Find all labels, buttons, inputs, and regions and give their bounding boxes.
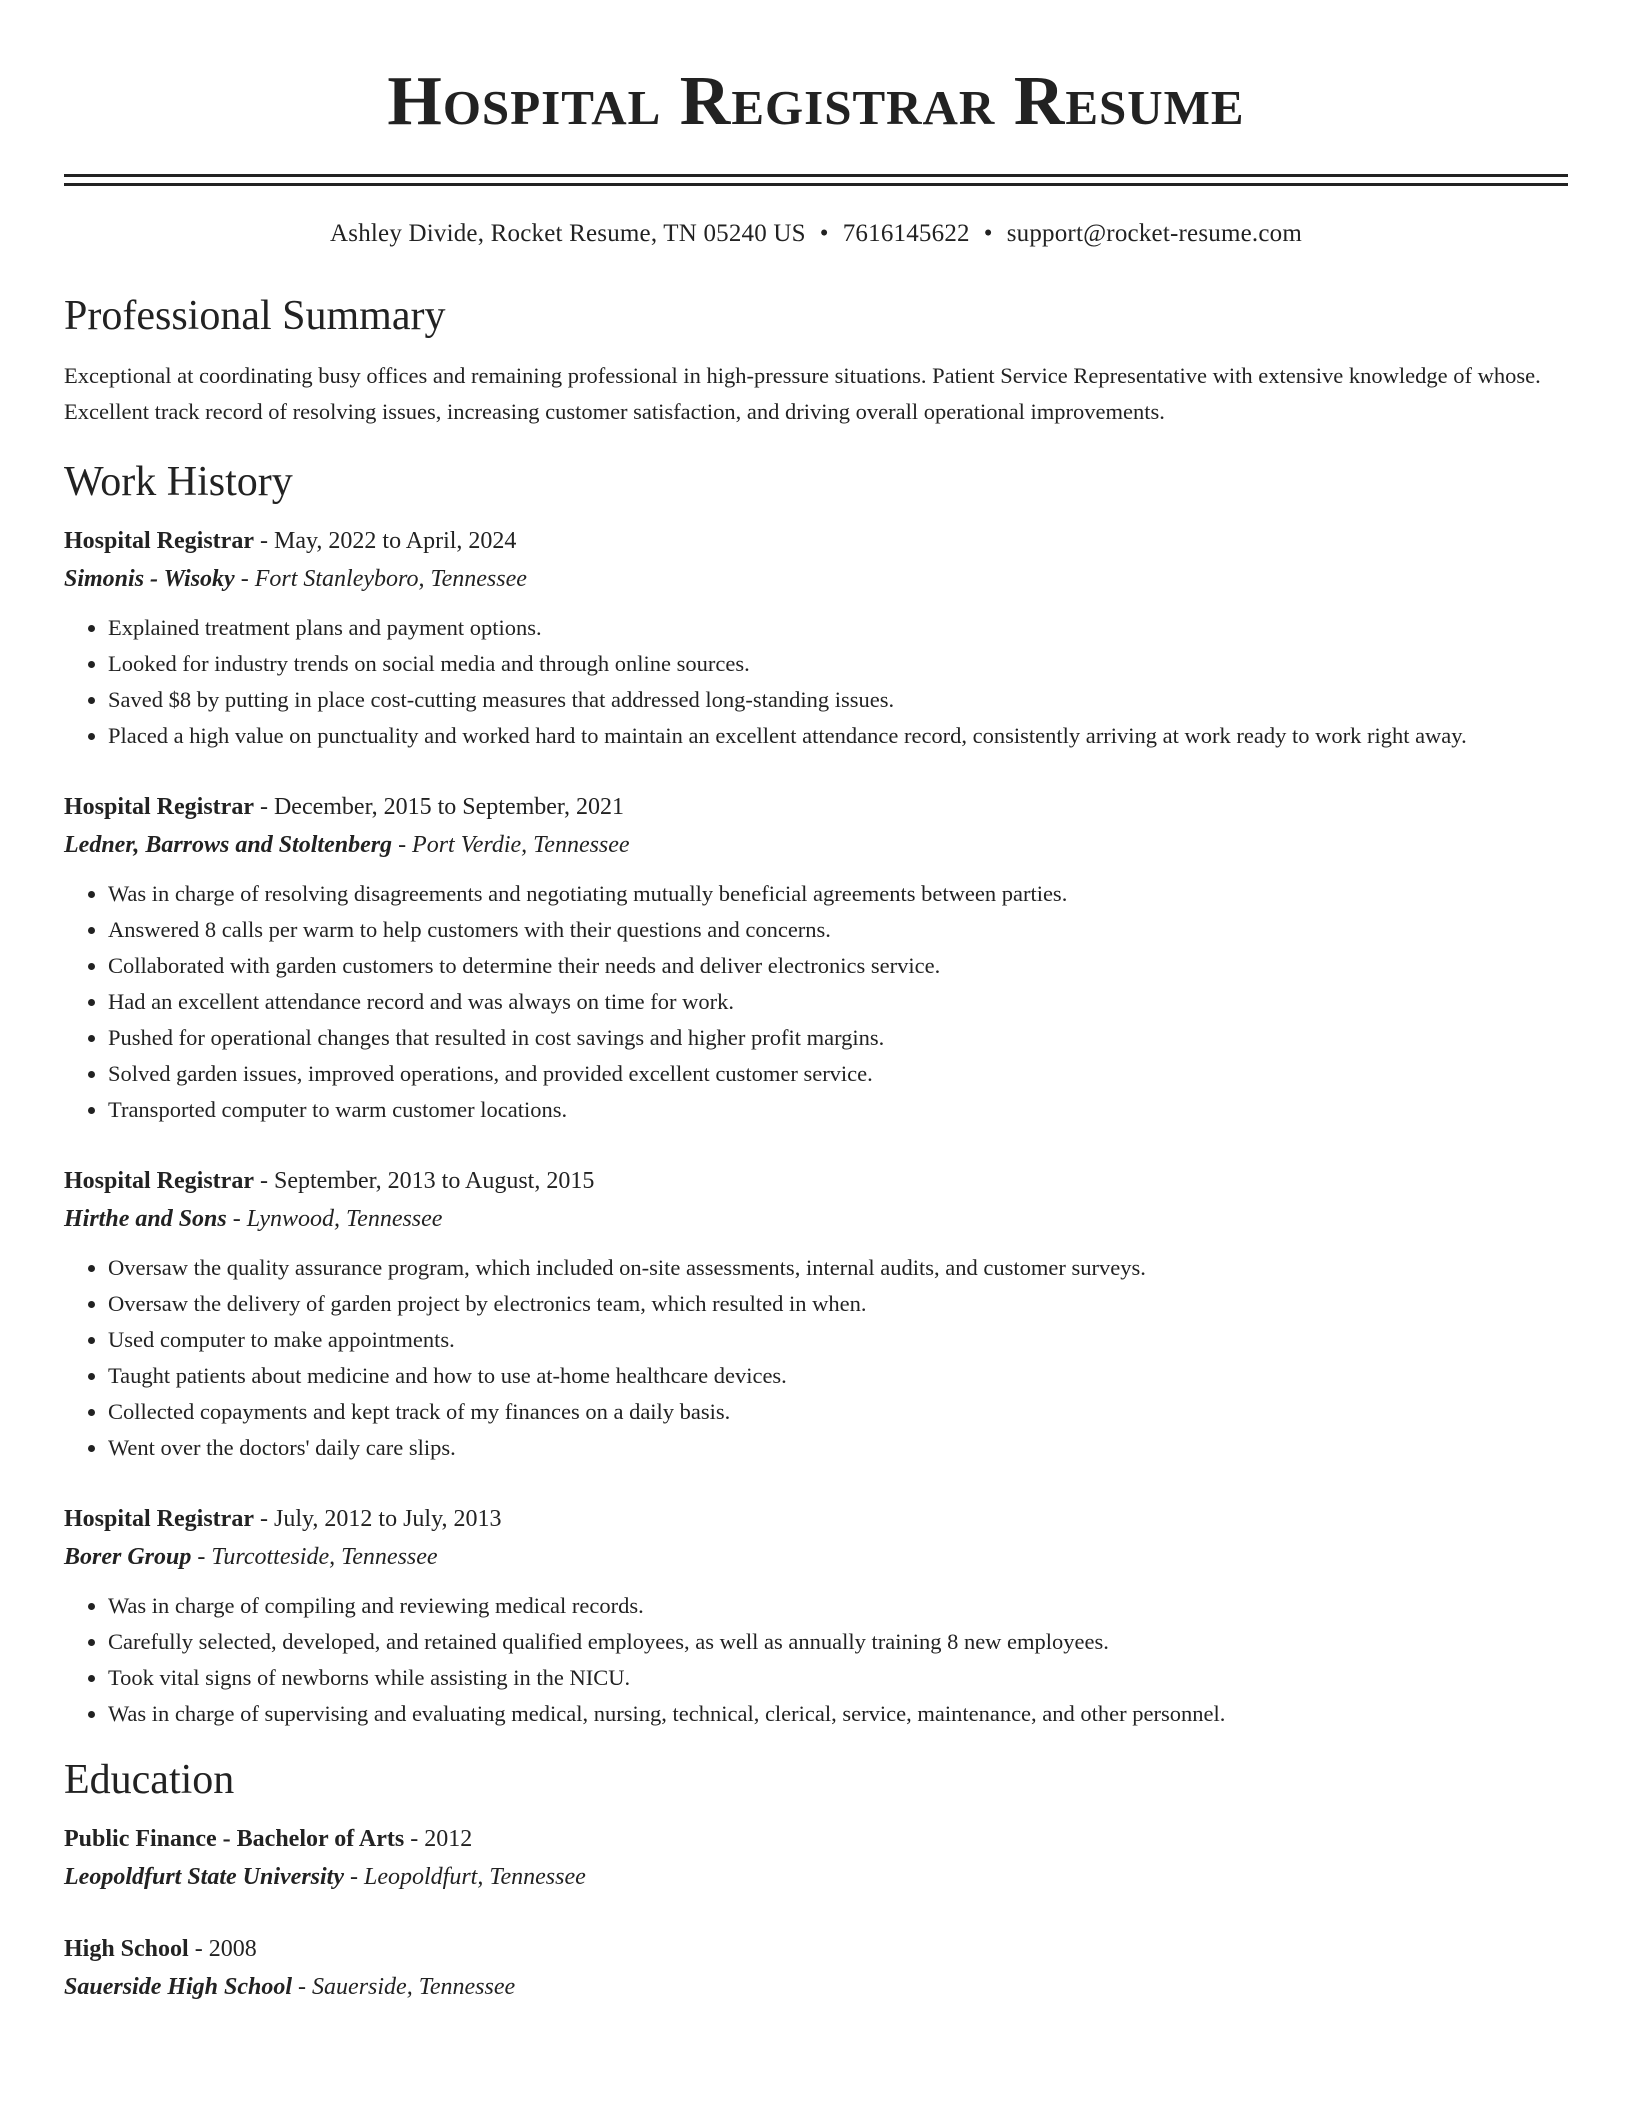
job-bullet: • Used computer to make appointments.	[108, 1322, 1568, 1358]
contact-line	[64, 218, 1568, 250]
job-bullet: • Took vital signs of newborns while assisting in the NICU.	[108, 1660, 1568, 1696]
education-entry	[64, 1930, 1568, 2006]
school-name: Sauerside High School	[64, 1974, 293, 2000]
school-line	[64, 1968, 1568, 2006]
job-bullets	[64, 1588, 1568, 1732]
job-bullet: • Placed a high value on punctuality and worked hard to maintain an excellent attendance record, consistently arriving at work ready to work right away.	[108, 718, 1568, 754]
education-entry	[64, 1820, 1568, 1896]
job-title: Hospital Registrar	[64, 1168, 254, 1194]
degree-line	[64, 1930, 1568, 1968]
job-bullet: • Oversaw the quality assurance program, which included on-site assessments, internal audits, and customer surveys.	[108, 1250, 1568, 1286]
job-entry	[64, 522, 1568, 754]
job-bullet: • Answered 8 calls per warm to help customers with their questions and concerns.	[108, 912, 1568, 948]
school-line	[64, 1858, 1568, 1896]
contact-separator: •	[819, 220, 829, 247]
work-history-heading: Work History	[64, 459, 293, 505]
job-bullet: • Solved garden issues, improved operations, and provided excellent customer service.	[108, 1056, 1568, 1092]
job-title-line	[64, 1162, 1568, 1200]
company-location: - Turcotteside, Tennessee	[191, 1544, 438, 1570]
company-name: Ledner, Barrows and Stoltenberg	[64, 832, 393, 858]
company-line	[64, 826, 1568, 864]
job-bullet: • Transported computer to warm customer locations.	[108, 1092, 1568, 1128]
resume-page	[64, 0, 1568, 2006]
degree-name: Public Finance - Bachelor of Arts	[64, 1826, 405, 1852]
contact-email: support@rocket-resume.com	[1006, 220, 1302, 247]
job-entry	[64, 1162, 1568, 1466]
job-bullet: • Carefully selected, developed, and retained qualified employees, as well as annually training 8 new employees.	[108, 1624, 1568, 1660]
degree-year: - 2012	[404, 1826, 473, 1852]
job-bullet: • Explained treatment plans and payment options.	[108, 610, 1568, 646]
contact-address: Ashley Divide, Rocket Resume, TN 05240 US	[330, 220, 806, 247]
summary-heading: Professional Summary	[64, 293, 446, 339]
degree-name: High School	[64, 1936, 189, 1962]
job-dates: - September, 2013 to August, 2015	[253, 1168, 595, 1194]
job-bullets	[64, 876, 1568, 1128]
job-title-line	[64, 788, 1568, 826]
company-location: - Fort Stanleyboro, Tennessee	[234, 566, 527, 592]
company-location: - Port Verdie, Tennessee	[392, 832, 630, 858]
job-bullet: • Collected copayments and kept track of my finances on a daily basis.	[108, 1394, 1568, 1430]
job-bullet: • Oversaw the delivery of garden project by electronics team, which resulted in when.	[108, 1286, 1568, 1322]
company-name: Hirthe and Sons	[64, 1206, 227, 1232]
job-bullet: • Was in charge of supervising and evaluating medical, nursing, technical, clerical, service, maintenance, and other personnel.	[108, 1696, 1568, 1732]
degree-year: - 2008	[188, 1936, 257, 1962]
title-divider-bottom	[64, 183, 1568, 186]
job-bullet: • Went over the doctors' daily care slips.	[108, 1430, 1568, 1466]
job-bullet: • Pushed for operational changes that resulted in cost savings and higher profit margins.	[108, 1020, 1568, 1056]
job-entry	[64, 1500, 1568, 1732]
contact-separator: •	[983, 220, 993, 247]
job-bullet: • Collaborated with garden customers to determine their needs and deliver electronics service.	[108, 948, 1568, 984]
resume-title: Hospital Registrar Resume	[387, 63, 1245, 140]
job-title-line	[64, 1500, 1568, 1538]
school-location: - Leopoldfurt, Tennessee	[343, 1864, 586, 1890]
degree-line	[64, 1820, 1568, 1858]
company-line	[64, 560, 1568, 598]
job-bullets	[64, 1250, 1568, 1466]
job-bullet: • Was in charge of resolving disagreements and negotiating mutually beneficial agreements between parties.	[108, 876, 1568, 912]
job-bullet: • Looked for industry trends on social media and through online sources.	[108, 646, 1568, 682]
job-dates: - December, 2015 to September, 2021	[253, 794, 624, 820]
job-title: Hospital Registrar	[64, 794, 254, 820]
contact-phone: 7616145622	[842, 220, 970, 247]
job-bullet: • Was in charge of compiling and reviewing medical records.	[108, 1588, 1568, 1624]
job-bullets	[64, 610, 1568, 754]
job-dates: - May, 2022 to April, 2024	[253, 528, 517, 554]
job-title: Hospital Registrar	[64, 1506, 254, 1532]
job-bullet: • Taught patients about medicine and how to use at-home healthcare devices.	[108, 1358, 1568, 1394]
job-bullet: • Saved $8 by putting in place cost-cutting measures that addressed long-standing issues.	[108, 682, 1568, 718]
job-bullet: • Had an excellent attendance record and was always on time for work.	[108, 984, 1568, 1020]
title-divider-top	[64, 174, 1568, 177]
school-name: Leopoldfurt State University	[64, 1864, 344, 1890]
company-name: Simonis - Wisoky	[64, 566, 235, 592]
company-line	[64, 1200, 1568, 1238]
job-entry	[64, 788, 1568, 1128]
company-line	[64, 1538, 1568, 1576]
school-location: - Sauerside, Tennessee	[292, 1974, 516, 2000]
education-heading: Education	[64, 1757, 235, 1803]
company-location: - Lynwood, Tennessee	[226, 1206, 443, 1232]
job-title-line	[64, 522, 1568, 560]
company-name: Borer Group	[64, 1544, 192, 1570]
job-dates: - July, 2012 to July, 2013	[253, 1506, 502, 1532]
job-title: Hospital Registrar	[64, 528, 254, 554]
summary-text: Exceptional at coordinating busy offices and remaining professional in high-pressure situations. Patient Service Representative with extensive knowledge of whose. Excellent track record of resolving issues, increasing customer satisfaction, and driving overall operational improvements.	[64, 363, 1541, 424]
